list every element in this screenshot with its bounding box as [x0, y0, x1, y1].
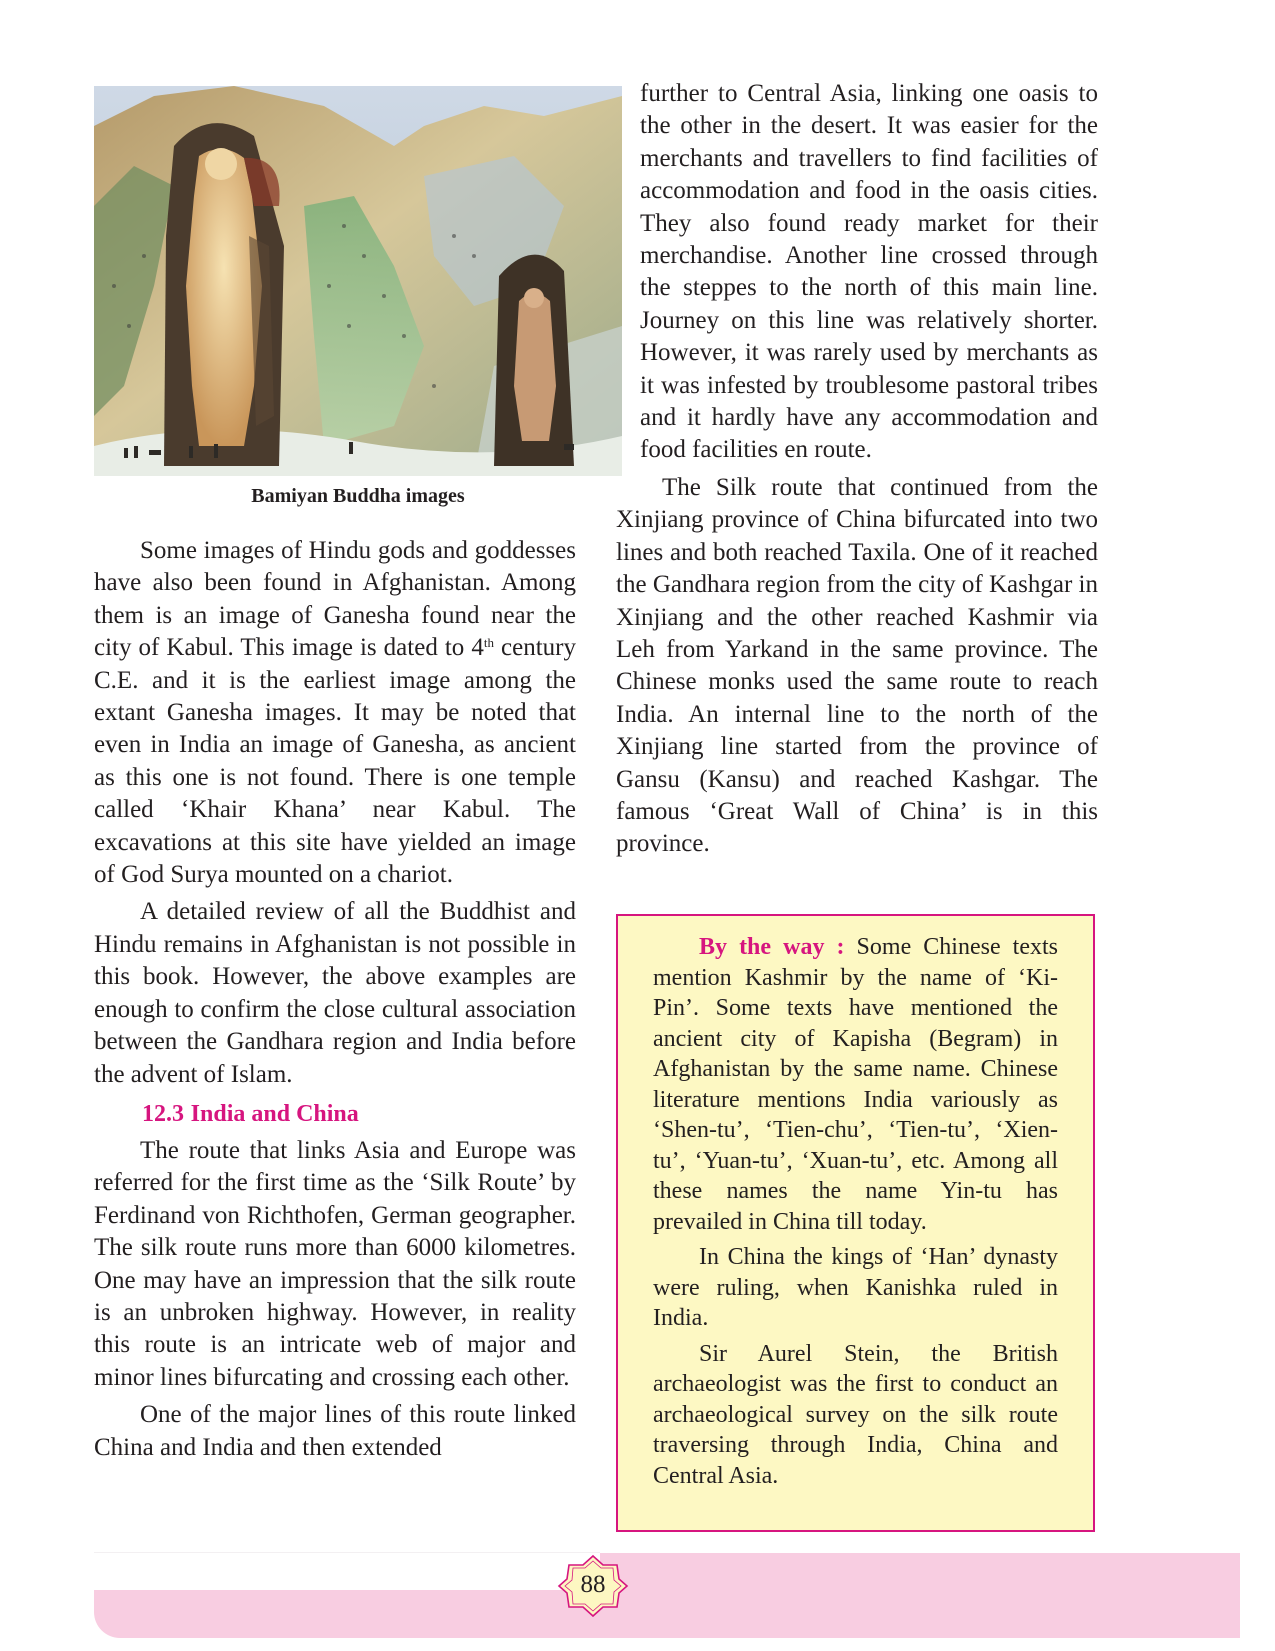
footer-band	[94, 1590, 1240, 1638]
figure-caption: Bamiyan Buddha images	[251, 485, 465, 507]
bamiyan-cliff-illustration	[94, 86, 622, 476]
paragraph-major-lines: One of the major lines of this route linked China and India and then extended	[94, 1401, 576, 1461]
page-number-badge	[557, 1553, 629, 1619]
paragraph-xinjiang: The Silk route that continued from the Xinjiang province of China bifurcated into two lines and both reached Taxila. One of it reached the Gandhara region from the city of Kashgar in Xinjiang and the other reached Kashmir via Leh from Yarkand in the same province. The Chinese monks used the same route to reach India. An internal line to the north of the Xinjiang line started from the province of Gansu (Kansu) and reached Kashgar. The famous ‘Great Wall of China’ is in this province.	[616, 473, 1098, 858]
footer-band-upper	[600, 1553, 1240, 1593]
by-the-way-label: By the way :	[699, 934, 845, 960]
paragraph-central-asia: further to Central Asia, linking one oasis to the other in the desert. It was easier for the merchants and travellers to find facilities of accommodation and food in the oasis cities. They also found ready market for their merchandise. Another line crossed through the steppes to the north of this main line. Journey on this line was relatively shorter. However, it was rarely used by merchants as it was infested by troublesome pastoral tribes and it hardly have any accommodation and food facilities en route.	[640, 80, 1098, 464]
left-column	[94, 535, 576, 1464]
section-heading	[142, 1099, 576, 1129]
bamiyan-buddha-image	[94, 86, 622, 476]
by-the-way-box	[616, 914, 1095, 1532]
page-number: 88	[580, 1571, 606, 1598]
by-the-way-paragraph: By the way : Some Chinese texts mention Kashmir by the name of ‘Ki-Pin’. Some texts have mentioned the ancient city of Kapisha (Begram) in Afghanistan by the same name. Chinese literature mentions India variously as ‘Shen-tu’, ‘Tien-chu’, ‘Tien-tu’, ‘Xien-tu’, ‘Yuan-tu’, ‘Xuan-tu’, etc. Among all these names the name Yin-tu has prevailed in China till today.	[653, 934, 1058, 1235]
paragraph-hindu-images: Some images of Hindu gods and goddesses have also been found in Afghanistan. Among them is an image of Ganesha found near the city of Kabul. This image is dated to 4th century C.E. and it is the earliest image among the extant Ganesha images. It may be noted that even in India an image of Ganesha, as ancient as this one is not found. There is one temple called ‘Khair Khana’ near Kabul. The excavations at this site have yielded an image of God Surya mounted on a chariot.	[94, 537, 576, 889]
section-number: 12.3	[142, 1100, 184, 1127]
footer-rule	[94, 1552, 600, 1553]
section-title: India and China	[190, 1100, 359, 1127]
aurel-stein-paragraph: Sir Aurel Stein, the British archaeologist was the first to conduct an archaeological survey on the silk route traversing through India, China and Central Asia.	[653, 1340, 1058, 1489]
right-column	[616, 78, 1098, 861]
han-dynasty-paragraph: In China the kings of ‘Han’ dynasty were ruling, when Kanishka ruled in India.	[653, 1244, 1058, 1331]
paragraph-silk-route: The route that links Asia and Europe was referred for the first time as the ‘Silk Route’ by Ferdinand von Richthofen, German geographer. The silk route runs more than 6000 kilometres. One may have an impression that the silk route is an unbroken highway. However, in reality this route is an intricate web of major and minor lines bifurcating and crossing each other.	[94, 1136, 576, 1391]
paragraph-review: A detailed review of all the Buddhist and Hindu remains in Afghanistan is not possible in this book. However, the above examples are enough to confirm the close cultural association between the Gandhara region and India before the advent of Islam.	[94, 898, 576, 1088]
